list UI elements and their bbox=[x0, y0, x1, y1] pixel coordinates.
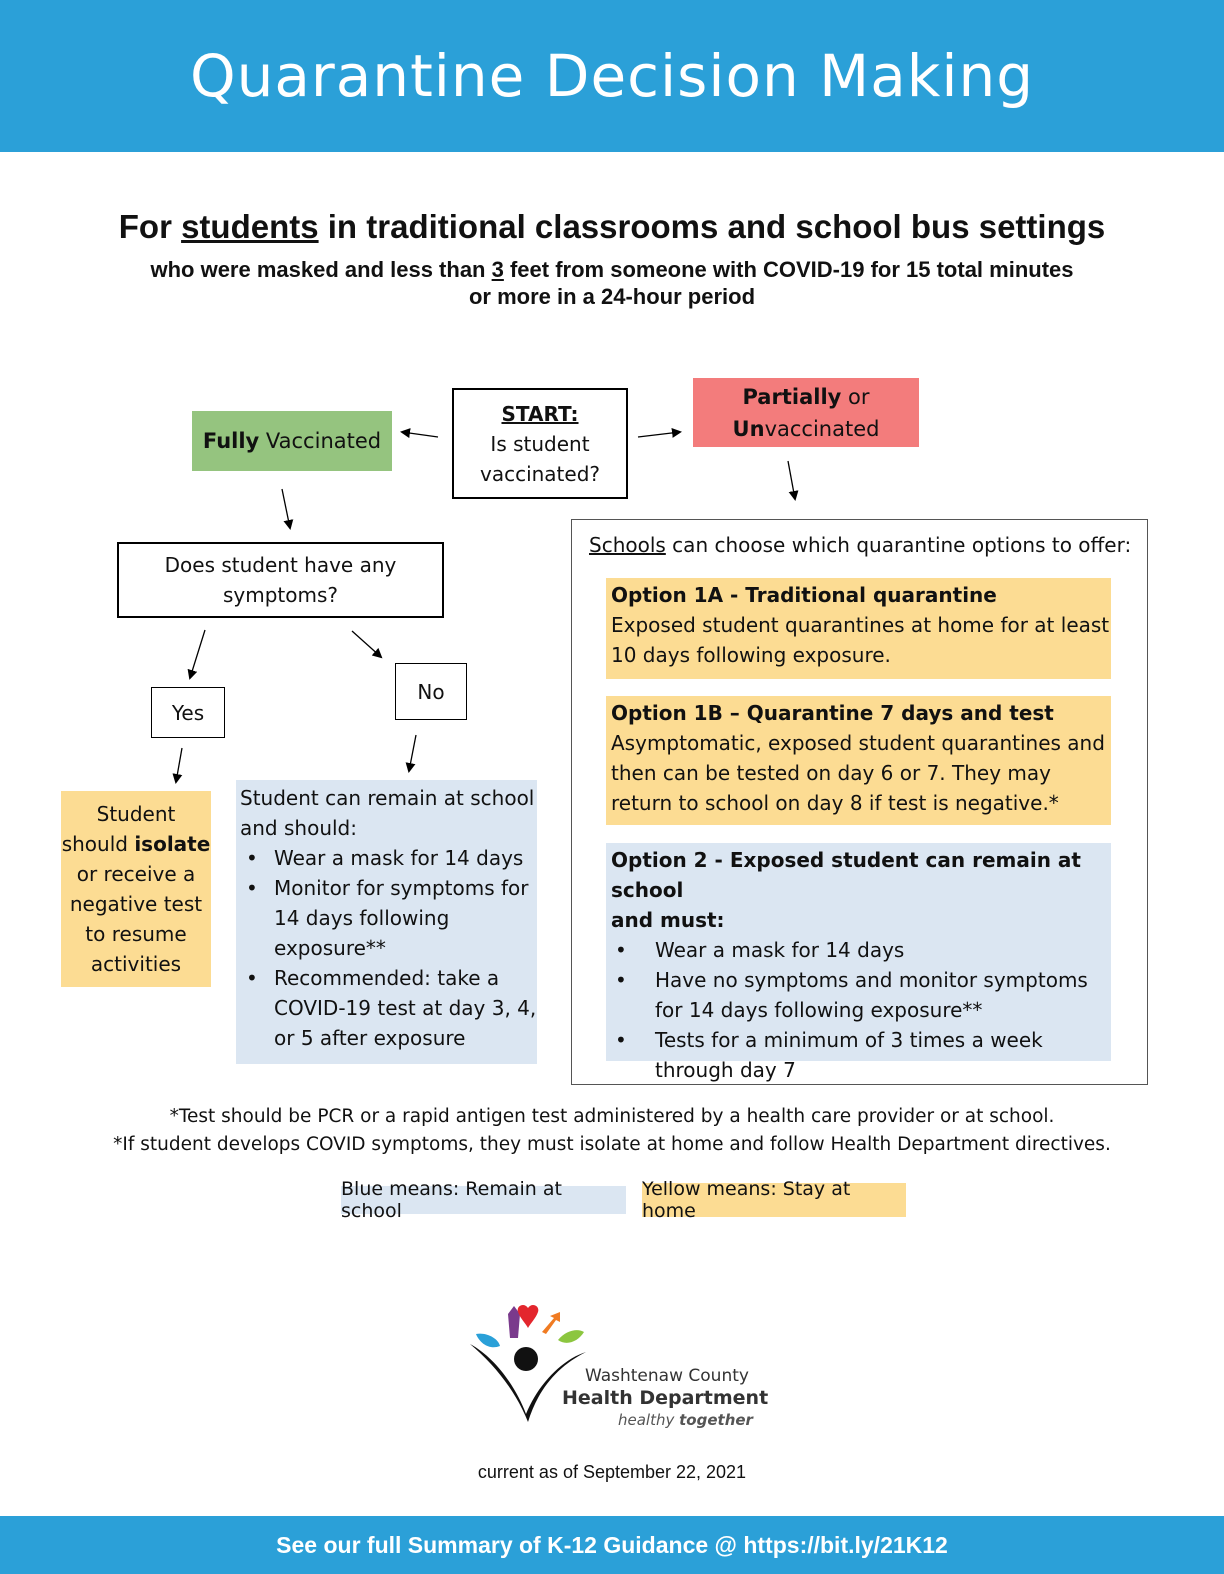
partial-bold: Un bbox=[732, 416, 765, 441]
start-node bbox=[452, 388, 628, 499]
symptoms-question-text: Does student have any bbox=[164, 553, 397, 577]
arrow-to-fully bbox=[402, 432, 438, 437]
list-item-text: through day 7 bbox=[655, 1058, 796, 1082]
subtitle-text: feet from someone with COVID-19 for 15 total minutes bbox=[503, 257, 1074, 282]
legend-yellow bbox=[642, 1178, 906, 1222]
start-label: START: bbox=[501, 401, 579, 426]
arrow-to-symptoms bbox=[282, 489, 290, 528]
list-item bbox=[240, 843, 537, 873]
yes-node bbox=[151, 687, 225, 738]
list-item-text: • Tests for a minimum of 3 times a week bbox=[655, 1028, 1043, 1052]
fully-vaccinated-node bbox=[192, 411, 392, 471]
yes-label: Yes bbox=[171, 700, 205, 725]
option-1b-box bbox=[606, 696, 1111, 825]
list-item-text: COVID-19 test at day 3, 4, bbox=[274, 996, 537, 1020]
remain-at-school-node bbox=[236, 780, 537, 1064]
legend-yellow-text: Yellow means: Stay at home bbox=[642, 1178, 851, 1222]
fully-text: Vaccinated bbox=[259, 429, 382, 453]
partial-text: vaccinated bbox=[764, 416, 880, 441]
subtitle-underlined: 3 bbox=[491, 257, 504, 282]
logo-icon bbox=[468, 1304, 588, 1429]
option-1b-text: then can be tested on day 6 or 7. They may bbox=[611, 761, 1051, 785]
no-node bbox=[395, 663, 467, 720]
isolate-text: to resume bbox=[85, 922, 187, 946]
list-item-text: for 14 days following exposure** bbox=[655, 998, 983, 1022]
option-1a-text: 10 days following exposure. bbox=[611, 643, 891, 667]
list-item bbox=[240, 963, 537, 1053]
options-intro bbox=[589, 530, 1131, 560]
subtitle-detail bbox=[0, 256, 1224, 310]
remain-intro: Student can remain at school bbox=[240, 786, 535, 810]
isolate-text: or receive a bbox=[76, 862, 196, 886]
isolate-bold: isolate bbox=[134, 832, 211, 856]
symptoms-question-text: symptoms? bbox=[222, 583, 339, 607]
list-item-text: • Have no symptoms and monitor symptoms bbox=[655, 968, 1088, 992]
subtitle-text: in traditional classrooms and school bus settings bbox=[318, 208, 1106, 245]
isolate-text: activities bbox=[90, 952, 182, 976]
isolate-node bbox=[61, 791, 211, 987]
arrow-to-yes bbox=[190, 630, 205, 678]
partial-text: or bbox=[841, 384, 870, 409]
health-department-logo bbox=[468, 1304, 768, 1434]
list-item-text: • Monitor for symptoms for bbox=[274, 876, 529, 900]
list-item bbox=[611, 935, 1111, 965]
logo-tagline-text: healthy bbox=[618, 1411, 680, 1429]
symptoms-question-node bbox=[117, 542, 444, 618]
list-item-text: • Wear a mask for 14 days bbox=[274, 846, 524, 870]
partial-bold: Partially bbox=[742, 384, 842, 409]
option-2-title: and must: bbox=[611, 908, 725, 932]
option-2-title: Option 2 - Exposed student can remain at school bbox=[611, 848, 1081, 902]
start-question: vaccinated? bbox=[479, 461, 601, 486]
footer-banner bbox=[0, 1516, 1224, 1574]
subtitle-underlined: students bbox=[181, 208, 319, 245]
isolate-text: Student bbox=[96, 802, 176, 826]
legend-blue bbox=[341, 1178, 626, 1222]
option-2-list bbox=[611, 935, 1111, 1085]
option-1a-text: Exposed student quarantines at home for at least bbox=[611, 613, 1110, 637]
option-1b-title: Option 1B – Quarantine 7 days and test bbox=[611, 701, 1054, 725]
list-item bbox=[611, 965, 1111, 1025]
list-item bbox=[240, 873, 537, 963]
arrow-to-no bbox=[352, 631, 381, 657]
footnote-test: *Test should be PCR or a rapid antigen test administered by a health care provider or at school. bbox=[169, 1106, 1055, 1127]
logo-tagline bbox=[618, 1411, 753, 1429]
subtitle-text: For bbox=[118, 208, 182, 245]
unvaccinated-node bbox=[693, 378, 919, 447]
arrow-to-isolate bbox=[176, 748, 182, 782]
option-1b-text: return to school on day 8 if test is negative.* bbox=[611, 791, 1059, 815]
page-title: Quarantine Decision Making bbox=[0, 0, 1224, 152]
arrow-to-options bbox=[788, 461, 795, 499]
fully-bold: Fully bbox=[202, 429, 260, 453]
subtitle-main bbox=[0, 208, 1224, 246]
option-1a-box bbox=[606, 578, 1111, 679]
footer-link-text[interactable]: See our full Summary of K-12 Guidance @ https://bit.ly/21K12 bbox=[276, 1531, 948, 1558]
start-question: Is student bbox=[490, 431, 590, 456]
arrow-to-remain bbox=[409, 735, 416, 771]
logo-text-department: Health Department bbox=[562, 1387, 769, 1409]
arrow-to-unvaccinated bbox=[638, 432, 680, 437]
footnote-symptoms: *If student develops COVID symptoms, they must isolate at home and follow Health Department directives. bbox=[113, 1134, 1111, 1155]
isolate-text: negative test bbox=[69, 892, 203, 916]
subtitle-text: who were masked and less than bbox=[150, 257, 492, 282]
remain-list bbox=[240, 843, 537, 1053]
logo-tagline-bold: together bbox=[679, 1411, 753, 1429]
isolate-text: should bbox=[61, 832, 135, 856]
list-item-text: exposure** bbox=[274, 936, 386, 960]
current-as-of-date: current as of September 22, 2021 bbox=[477, 1462, 747, 1482]
options-intro-text: can choose which quarantine options to offer: bbox=[665, 533, 1132, 557]
list-item-text: or 5 after exposure bbox=[274, 1026, 466, 1050]
no-label: No bbox=[417, 679, 445, 704]
option-1a-title: Option 1A - Traditional quarantine bbox=[611, 583, 997, 607]
legend-blue-text: Blue means: Remain at school bbox=[341, 1178, 562, 1222]
remain-intro: and should: bbox=[240, 816, 357, 840]
logo-text-county: Washtenaw County bbox=[585, 1366, 749, 1386]
list-item bbox=[611, 1025, 1111, 1085]
subtitle-text: or more in a 24-hour period bbox=[468, 284, 756, 309]
list-item-text: 14 days following bbox=[274, 906, 450, 930]
options-intro-underlined: Schools bbox=[589, 533, 666, 557]
option-1b-text: Asymptomatic, exposed student quarantines and bbox=[611, 731, 1105, 755]
list-item-text: • Recommended: take a bbox=[274, 966, 500, 990]
option-2-box bbox=[606, 843, 1111, 1082]
list-item-text: • Wear a mask for 14 days bbox=[655, 938, 905, 962]
